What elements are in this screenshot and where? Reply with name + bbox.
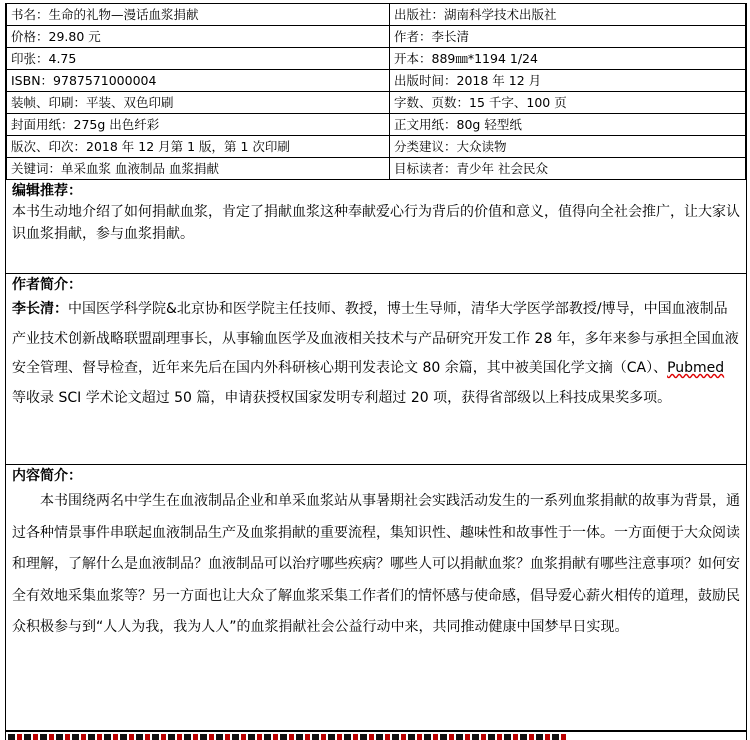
sheets-cell: 印张：4.75 (7, 48, 390, 70)
author-intro-text (6, 295, 746, 413)
book-info-table (6, 3, 746, 180)
editor-recommendation-text: 本书生动地介绍了如何捐献血浆，肯定了捐献血浆这种奉献爱心行为背后的价值和意义，值得向全社会推广，让大家认识血浆捐献，参与血浆捐献。 (12, 204, 740, 242)
content-summary-text: 本书围绕两名中学生在血液制品企业和单采血浆站从事暑期社会实践活动发生的一系列血浆捐献的故事为背景，通过各种情景事件串联起血液制品生产及血浆捐献的重要流程，集知识性、趣味性和故事性于一体。一方面便于大众阅读和理解，了解什么是血液制品？血液制品可以治疗哪些疾病？哪些人可以捐献血浆？血浆捐献有哪些注意事项？如何安全有效地采集血浆等？另一方面也让大众了解血浆采集工作者们的情怀感与使命感，倡导爱心薪火相传的道理，鼓励民众积极参与到“人人为我，我为人人”的血浆捐献社会公益行动中来，共同推动健康中国梦早日实现。 (12, 493, 740, 635)
author-intro-title: 作者简介： (12, 277, 82, 293)
table-row (7, 114, 746, 136)
target-readers-cell: 目标读者：青少年 社会民众 (390, 158, 746, 180)
author-intro-section (6, 273, 746, 465)
editor-recommendation-section (6, 179, 746, 274)
table-row (7, 4, 746, 26)
price-cell: 价格：29.80 元 (7, 26, 390, 48)
content-summary-title: 内容简介： (12, 468, 82, 484)
edition-cell: 版次、印次：2018 年 12 月第 1 版，第 1 次印刷 (7, 136, 390, 158)
publish-date-cell: 出版时间：2018 年 12 月 (390, 70, 746, 92)
table-row (7, 92, 746, 114)
category-cell: 分类建议：大众读物 (390, 136, 746, 158)
isbn-cell: ISBN：9787571000004 (7, 70, 390, 92)
editor-recommendation-title: 编辑推荐： (12, 183, 82, 199)
table-row (7, 158, 746, 180)
table-row (7, 48, 746, 70)
author-bio-part1: 中国医学科学院&北京协和医学院主任技师、教授，博士生导师，清华大学医学部教授/博导，中国血液制品产业技术创新战略联盟副理事长，从事输血医学及血液相关技术与产品研究开发工作 28 年，多年来参与承担全国血液安全管理、督导检查，近年来先后在国内外科研核心期刊发表论文 80 余篇，其中被美国化学文摘（CA）、 (12, 301, 739, 376)
cover-paper-cell: 封面用纸：275g 出色纤彩 (7, 114, 390, 136)
content-summary-section (6, 464, 746, 731)
book-info-sheet (5, 3, 747, 740)
table-row (7, 26, 746, 48)
cropped-next-line (6, 731, 746, 740)
table-row (7, 136, 746, 158)
binding-cell: 装帧、印刷：平装、双色印刷 (7, 92, 390, 114)
table-row (7, 70, 746, 92)
publisher-cell: 出版社：湖南科学技术出版社 (390, 4, 746, 26)
pubmed-term: Pubmed (667, 360, 725, 376)
author-name: 李长清： (12, 301, 68, 317)
author-cell: 作者：李长清 (390, 26, 746, 48)
body-paper-cell: 正文用纸：80g 轻型纸 (390, 114, 746, 136)
word-page-count-cell: 字数、页数：15 千字、100 页 (390, 92, 746, 114)
author-bio-part2: 等收录 SCI 学术论文超过 50 篇，申请获授权国家发明专利超过 20 项，获得省部级以上科技成果奖多项。 (12, 389, 672, 406)
title-cell: 书名：生命的礼物—漫话血浆捐献 (7, 4, 390, 26)
cropped-text-fragment (8, 734, 568, 740)
format-cell: 开本：889㎜*1194 1/24 (390, 48, 746, 70)
keywords-cell: 关键词：单采血浆 血液制品 血浆捐献 (7, 158, 390, 180)
